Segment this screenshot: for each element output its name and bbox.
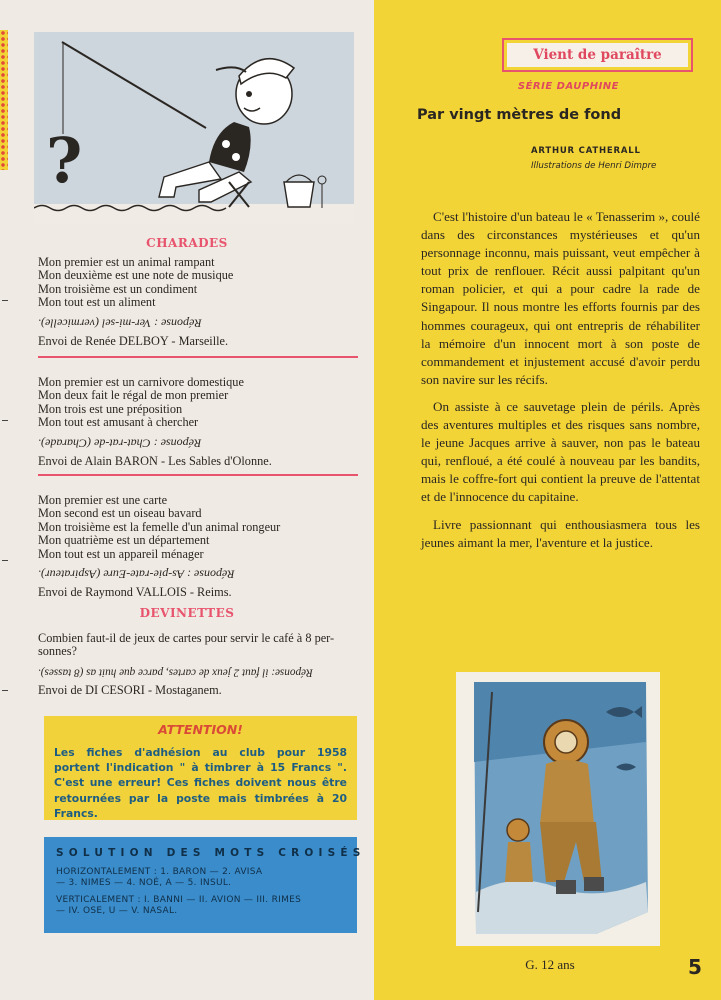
charade-sender: Envoi de Renée DELBOY - Marseille. — [38, 334, 229, 349]
solution-title: SOLUTION DES MOTS CROISÉS — [56, 847, 366, 859]
charade-answer: Réponse : As-pie-rate-Eure (Aspirateur). — [38, 567, 235, 582]
charade-line: Mon tout est amusant à chercher — [38, 415, 199, 430]
charade-line: Mon second est un oiseau bavard — [38, 506, 202, 521]
crossword-solution-box — [44, 837, 366, 933]
charade-line: Mon premier est un animal rampant — [38, 255, 215, 269]
charade-1 — [38, 256, 363, 348]
age-caption: G. 12 ans — [525, 957, 575, 972]
section-divider — [38, 474, 358, 476]
page-edge-dots — [0, 30, 8, 170]
attention-body: Les fiches d'adhésion au club pour 1958 portent l'indication " à timbrer à 15 Francs ". C'est une erreur! Ces fiches doivent nous être retournées par la poste mais timbrées à 20 Francs. — [54, 746, 347, 820]
charade-line: Mon deuxième est une note de musique — [38, 268, 234, 283]
margin-mark — [2, 560, 8, 561]
divers-underwater-illustration — [456, 672, 660, 946]
solution-horizontal: HORIZONTALEMENT : 1. BARON — 2. AVISA — [56, 867, 263, 877]
margin-mark — [2, 420, 8, 421]
description-paragraph: On assiste à ce sauvetage plein de périls. Après des aventures multiples et des risques sans nombre, le jeune Jacques arrive à sauver, non pas le bateau qui, renfloué, a été coulé à nouveau par les bandits, mais le coffre-fort qui contient la preuve de l'attentat et de l'innocence du capitaine. — [421, 398, 700, 505]
margin-mark — [2, 690, 8, 691]
description-paragraph: Livre passionnant qui enthousiasmera tous les jeunes aimant la mer, l'aventure et la justice. — [421, 516, 700, 550]
charade-line: Mon premier est un carnivore domestique — [38, 375, 244, 389]
solution-horizontal: — 3. NIMES — 4. NOÉ, A — 5. INSUL. — [56, 878, 232, 888]
charade-sender: Envoi de Alain BARON - Les Sables d'Olonne. — [38, 454, 272, 469]
charade-line: Mon troisième est un condiment — [38, 281, 198, 296]
fisherman-question-mark-illustration — [34, 32, 354, 224]
new-release-badge — [502, 38, 693, 72]
charade-line: Mon troisième est la femelle d'un animal rongeur — [38, 519, 281, 534]
devinette-answer: Réponse: il faut 2 jeux de cartes, parce que huit as (8 tasses). — [38, 666, 313, 679]
charade-line: Mon tout est un appareil ménager — [38, 546, 204, 561]
description-paragraph: C'est l'histoire d'un bateau le « Tenasserim », coulé dans des circonstances mystérieuses et qu'un personnage inconnu, mais puissant, veut empêcher à tout prix de renflouer. Récit aussi palpitant qu'un roman policier, et qui a pour cadre la rade de Singapour. Il nous montre les efforts fournis par des hommes courageux, qui ont entrepris de réhabiliter la mémoire d'un innocent mort à son poste de commandement et injustement accusé d'avoir perdu son navire sur les récifs. — [421, 209, 700, 387]
charade-3 — [38, 494, 363, 600]
book-illustrator: Illustrations de Henri Dimpre — [531, 161, 657, 171]
book-description — [421, 208, 700, 561]
devinette-question: Combien faut-il de jeux de cartes pour servir le café à 8 per- — [38, 631, 335, 645]
charade-line: Mon tout est un aliment — [38, 295, 156, 310]
book-title: Par vingt mètres de fond — [417, 107, 622, 123]
charade-sender: Envoi de Raymond VALLOIS - Reims. — [38, 585, 232, 600]
page-number: 5 — [688, 955, 702, 979]
charade-2 — [38, 376, 363, 468]
section-divider — [38, 356, 358, 358]
charade-answer: Réponse : Chat-rat-de (Charade). — [38, 436, 202, 451]
attention-title: ATTENTION! — [158, 722, 243, 737]
solution-vertical: VERTICALEMENT : I. BANNI — II. AVION — III. RIMES — [56, 895, 302, 905]
new-release-label: Vient de paraître — [507, 43, 688, 67]
margin-mark — [2, 300, 8, 301]
charades-heading: CHARADES — [146, 236, 228, 250]
charade-line: Mon trois est une préposition — [38, 401, 183, 416]
charade-answer: Réponse : Ver-mi-sel (vermicelle). — [38, 316, 202, 331]
series-label: SÉRIE DAUPHINE — [517, 81, 619, 92]
charade-line: Mon quatrième est un département — [38, 533, 210, 548]
devinette — [38, 632, 363, 698]
attention-box — [44, 716, 357, 820]
svg-text:?: ? — [46, 124, 83, 197]
book-author: ARTHUR CATHERALL — [531, 146, 641, 156]
devinette-question: sonnes? — [38, 644, 77, 659]
charade-line: Mon premier est une carte — [38, 493, 168, 507]
solution-vertical: — IV. OSE, U — V. NASAL. — [56, 906, 178, 916]
devinette-sender: Envoi de DI CESORI - Mostaganem. — [38, 683, 222, 698]
devinettes-heading: DEVINETTES — [139, 606, 235, 620]
charade-line: Mon deux fait le régal de mon premier — [38, 388, 229, 403]
